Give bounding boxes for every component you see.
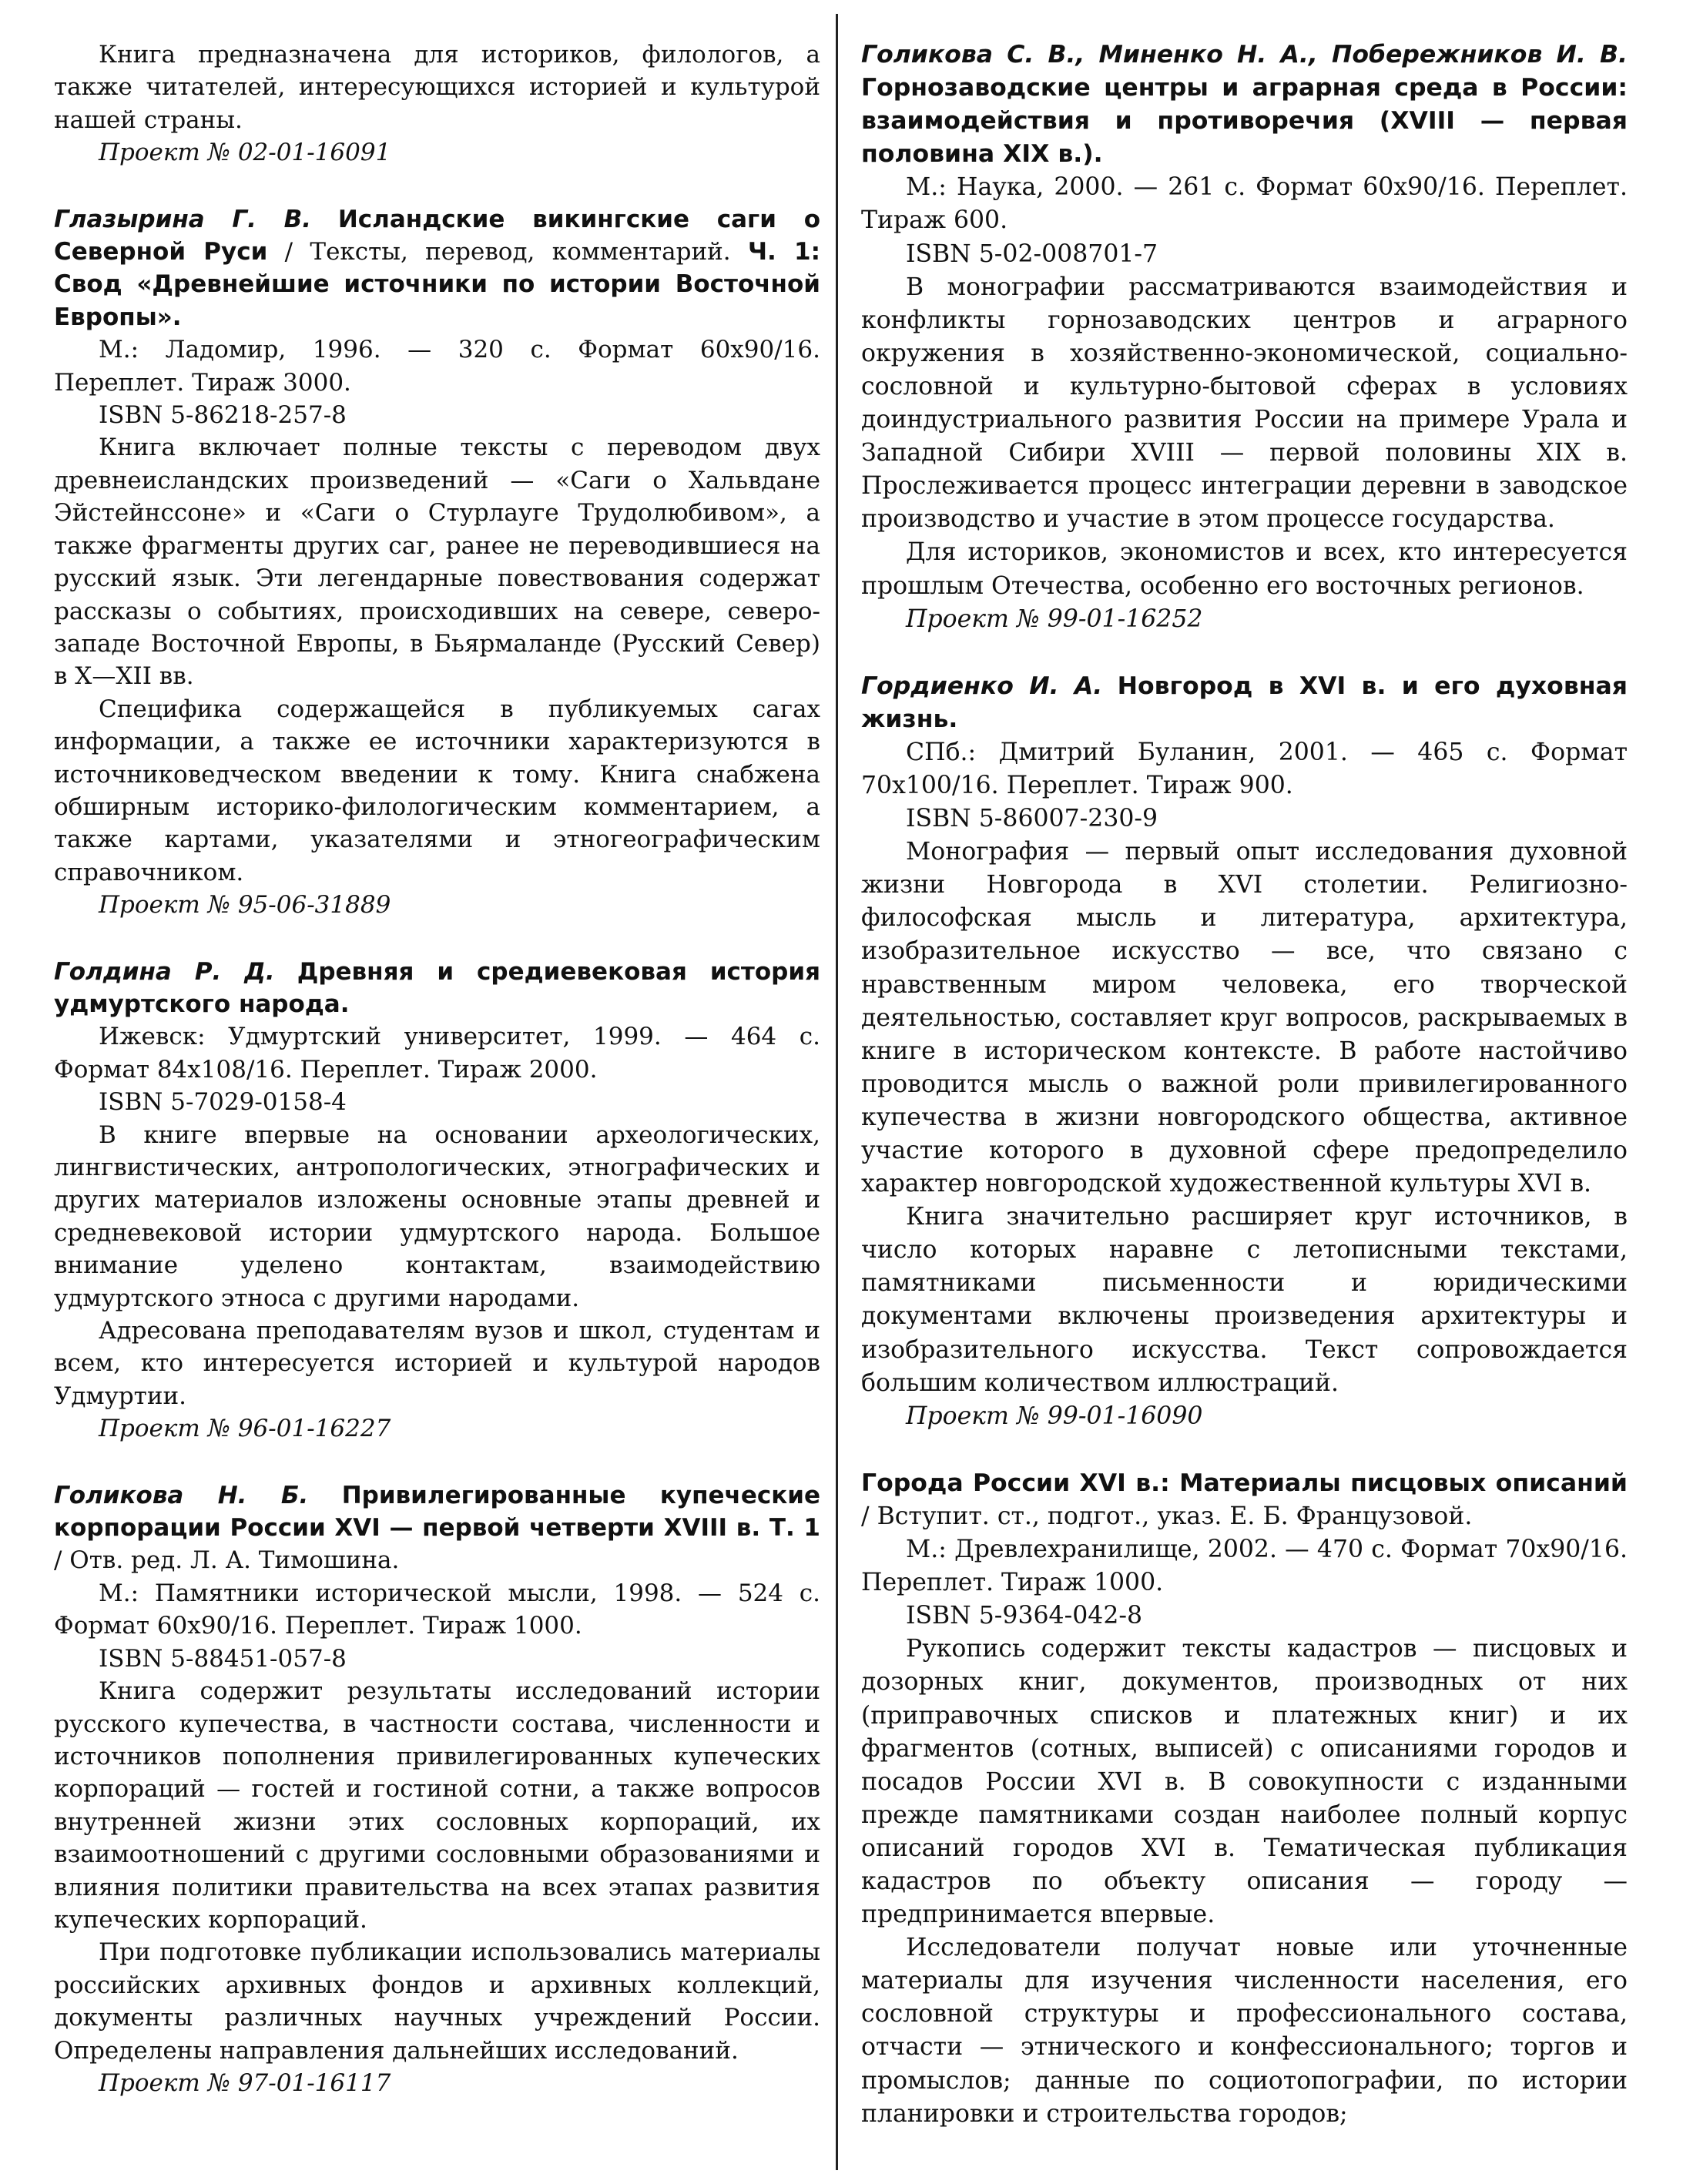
entry-responsibility: / Отв. ред. Л. А. Тимошина. — [54, 1546, 400, 1575]
entry-paragraph: Книга включает полные тексты с переводом двух древнеисландских произведений — «Саги о Хальвдане Эйстейнссоне» и «Саги о Стурлауге Трудолюбивом», а также фрагменты других саг, ранее не переводившиеся на русский язык. Эти легендарные повествования содержат рассказы о событиях, происходивших на севере, северо-западе Восточной Европы, в Бьярмаланде (Русский Север) в X—XII вв. — [54, 434, 820, 691]
entry-heading — [54, 1479, 820, 1577]
entry-paragraph: При подготовке публикации использовались материалы российских архивных фондов и архивных коллекций, документы различных научных учреждений России. Определены направления дальнейших исследований. — [54, 1938, 820, 2065]
entry-goroda-rossii — [861, 1467, 1628, 2131]
entry-paragraph: Специфика содержащейся в публикуемых сагах информации, а также ее источники характеризуются в источниковедческом введении к тому. Книга снабжена обширным историко-филологическим комментарием, а также картами, указателями и этногеографическим справочником. — [54, 695, 820, 886]
entry-paragraph: Исследователи получат новые или уточненные материалы для изучения численности населения, его сословной структуры и профессионального состава, отчасти — этнического и конфессионального; торгов и промыслов; данные по социотопографии, по истории планировки и строительства городов; — [861, 1934, 1628, 2128]
entry-author: Голикова С. В., Миненко Н. А., Побережников И. В. — [861, 41, 1628, 69]
column-divider — [836, 14, 838, 2170]
entry-paragraph: Книга предназначена для историков, филологов, а также читателей, интересующихся историей и культурой нашей страны. — [54, 41, 820, 134]
entry-isbn: ISBN 5-86007-230-9 — [906, 805, 1158, 833]
entry-imprint: М.: Ладомир, 1996. — 320 с. Формат 60х90/16. Переплет. Тираж 3000. — [54, 336, 820, 397]
entry-heading — [861, 1467, 1628, 1533]
right-column — [861, 39, 1628, 2165]
entry-paragraph: В книге впервые на основании археологических, лингвистических, антропологических, этнографических и других материалов изложены основные этапы древней и средневековой истории удмуртского народа. Большое внимание уделено контактам, взаимодействию удмуртского этноса с другими народами. — [54, 1120, 820, 1312]
entry-title: Горнозаводские центры и аграрная среда в России: взаимодействия и противоречия (XVIII — первая половина XIX в.). — [861, 74, 1628, 169]
project-number: Проект № 99-01-16090 — [906, 1402, 1203, 1430]
entry-paragraph: Книга содержит результаты исследований истории русского купечества, в частности состава, численности и источников пополнения привилегированных купеческих корпораций — гостей и гостиной сотни, а также вопросов внутренней жизни этих сословных корпораций, их взаимоотношений с другими сословными образованиями и влияния политики правительства на всех этапах развития купеческих корпораций. — [54, 1677, 820, 1934]
entry-paragraph: В монографии рассматриваются взаимодействия и конфликты горнозаводских центров и аграрного окружения в хозяйственно-экономической, социально-сословной и культурно-бытовой сферах в условиях доиндустриального развития России на примере Урала и Западной Сибири XVIII — первой половины XIX в. Прослеживается процесс интеграции деревни в заводское производство и участие в этом процессе государства. — [861, 273, 1628, 534]
entry-author: Голдина Р. Д. — [54, 957, 275, 986]
project-number: Проект № 96-01-16227 — [99, 1415, 391, 1443]
entry-imprint: СПб.: Дмитрий Буланин, 2001. — 465 с. Формат 70х100/16. Переплет. Тираж 900. — [861, 738, 1628, 799]
entry-fragment — [54, 39, 820, 169]
entry-title: Города России XVI в.: Материалы писцовых описаний — [861, 1469, 1628, 1497]
entry-glazyrina — [54, 203, 820, 922]
entry-paragraph: Монография — первый опыт исследования духовной жизни Новгорода в XVI столетии. Религиозно-философская мысль и литература, архитектура, изобразительное искусство — все, что связано с нравственным миром человека, его творческой деятельностью, составляет круг вопросов, раскрываемых в книге в историческом контексте. В работе настойчиво проводится мысль о важной роли привилегированного купечества в жизни новгородского общества, активное участие которого в духовной сфере предопределило характер новгородской художественной культуры XVI в. — [861, 838, 1628, 1198]
entry-isbn: ISBN 5-88451-057-8 — [99, 1644, 347, 1673]
entry-title: Древняя и средиевековая история удмуртского народа. — [54, 957, 820, 1018]
entry-paragraph: Адресована преподавателям вузов и школ, студентам и всем, кто интересуется историей и культурой народов Удмуртии. — [54, 1317, 820, 1410]
entry-title: Новгород в XVI в. и его духовная жизнь. — [861, 672, 1628, 733]
entry-heading — [54, 956, 820, 1021]
entry-goldina — [54, 956, 820, 1445]
entry-title: Привилегированные купеческие корпорации России XVI — первой четверти XVIII в. Т. 1 — [54, 1481, 821, 1543]
entry-imprint: Ижевск: Удмуртский университет, 1999. — 464 с. Формат 84х108/16. Переплет. Тираж 2000. — [54, 1023, 820, 1084]
entry-isbn: ISBN 5-86218-257-8 — [99, 401, 347, 430]
entry-paragraph: Книга значительно расширяет круг источников, в число которых наравне с летописными текстами, памятниками письменности и юридическими документами включены произведения архитектуры и изобразительного искусства. Текст сопровождается большим количеством иллюстраций. — [861, 1203, 1628, 1397]
entry-paragraph: Для историков, экономистов и всех, кто интересуется прошлым Отечества, особенно его восточных регионов. — [861, 538, 1628, 600]
entry-isbn: ISBN 5-7029-0158-4 — [99, 1088, 347, 1117]
entry-isbn: ISBN 5-02-008701-7 — [906, 240, 1158, 268]
entry-gordienko — [861, 670, 1628, 1433]
entry-heading — [54, 203, 820, 334]
left-column — [54, 39, 820, 2133]
project-number: Проект № 95-06-31889 — [99, 891, 391, 919]
entry-imprint: М.: Наука, 2000. — 261 с. Формат 60х90/16. Переплет. Тираж 600. — [861, 173, 1628, 235]
entry-responsibility: / Вступит. ст., подгот., указ. Е. Б. Французовой. — [861, 1502, 1473, 1530]
project-number: Проект № 02-01-16091 — [99, 139, 391, 167]
entry-golikova-nb — [54, 1479, 820, 2100]
entry-isbn: ISBN 5-9364-042-8 — [906, 1602, 1143, 1630]
entry-imprint: М.: Древлехранилище, 2002. — 470 с. Формат 70х90/16. Переплет. Тираж 1000. — [861, 1536, 1628, 1597]
entry-author: Гордиенко И. А. — [861, 672, 1103, 700]
entry-author: Голикова Н. Б. — [54, 1481, 309, 1509]
entry-imprint: М.: Памятники исторической мысли, 1998. — 524 с. Формат 60х90/16. Переплет. Тираж 1000. — [54, 1579, 820, 1640]
entry-heading — [861, 670, 1628, 736]
entry-title: Исландские викингские саги о Северной Руси — [54, 205, 820, 266]
entry-paragraph: Рукопись содержит тексты кадастров — писцовых и дозорных книг, документов, производных от них (приправочных списков и платежных книг) и их фрагментов (сотных, выписей) с описаниями городов и посадов России XVI в. В совокупности с изданными прежде памятниками создан наиболее полный корпус описаний городов XVI в. Тематическая публикация кадастров по объекту описания — городу — предпринимается впервые. — [861, 1635, 1628, 1929]
entry-author: Глазырина Г. В. — [54, 205, 312, 233]
entry-golikova-sv — [861, 39, 1628, 636]
project-number: Проект № 97-01-16117 — [99, 2068, 391, 2097]
project-number: Проект № 99-01-16252 — [906, 605, 1203, 633]
entry-responsibility: / Тексты, перевод, комментарий. — [284, 238, 731, 266]
entry-heading — [861, 39, 1628, 171]
entry-part: Ч. 1: Свод «Древнейшие источники по истории Восточной Европы». — [54, 238, 820, 331]
